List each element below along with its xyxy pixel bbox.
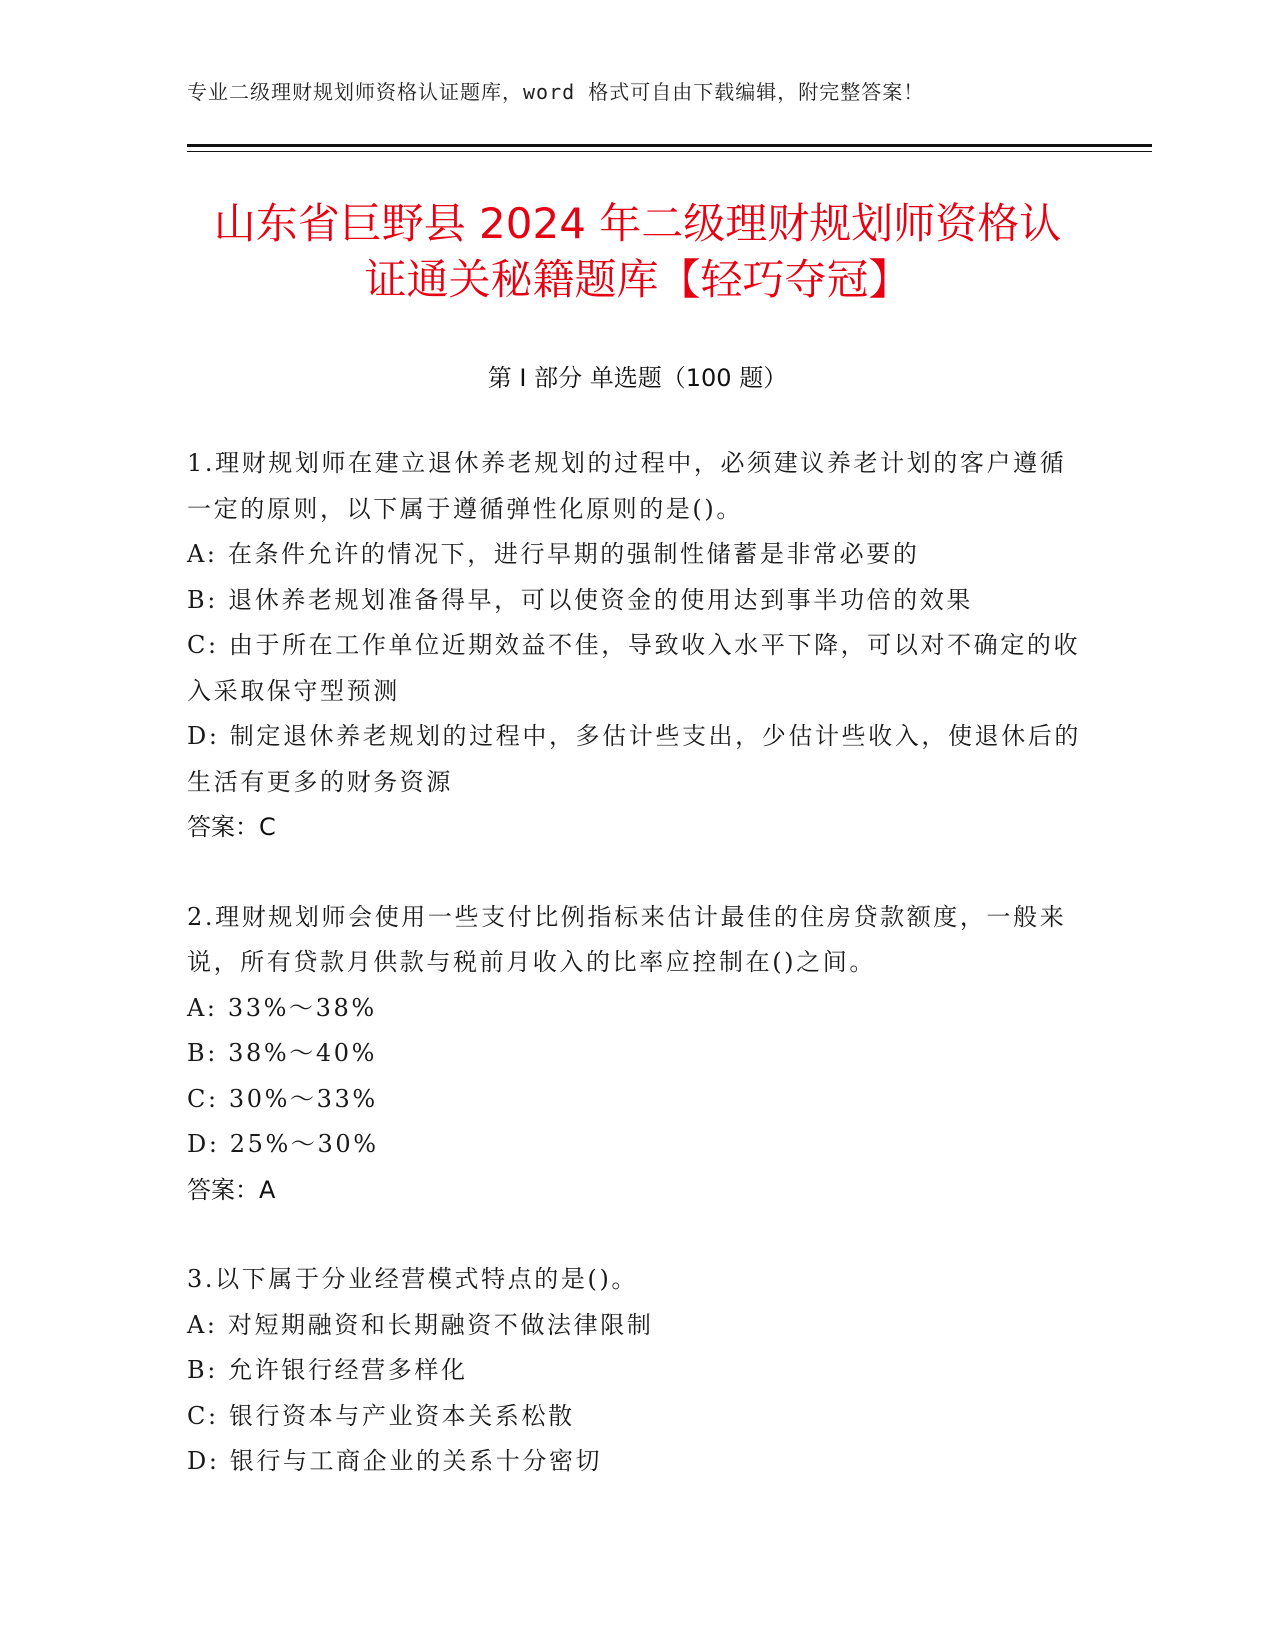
- section-heading: 第 I 部分 单选题（100 题）: [487, 364, 788, 392]
- option-a: A: 33%～38%: [187, 993, 377, 1022]
- option-a: A: 对短期融资和长期融资不做法律限制: [187, 1310, 654, 1339]
- header-rule-thin: [187, 151, 1152, 152]
- option-d: D: 银行与工商企业的关系十分密切: [187, 1447, 603, 1475]
- title-line-1: 山东省巨野县 2024 年二级理财规划师资格认: [213, 199, 1062, 248]
- question-1: [187, 441, 1087, 851]
- option-c: C: 30%～33%: [187, 1084, 378, 1113]
- option-d: D: 制定退休养老规划的过程中，多估计些支出，少估计些收入，使退休后的生活有更多的财务资源: [187, 722, 1081, 796]
- option-c: C: 银行资本与产业资本关系松散: [187, 1401, 575, 1430]
- option-d: D: 25%～30%: [187, 1130, 379, 1158]
- option-b: B: 38%～40%: [187, 1039, 378, 1067]
- option-c: C: 由于所在工作单位近期效益不佳，导致收入水平下降，可以对不确定的收入采取保守型预测: [187, 631, 1081, 705]
- question-list: [187, 441, 1087, 1529]
- question-stem: 1.理财规划师在建立退休养老规划的过程中，必须建议养老计划的客户遵循一定的原则，以下属于遵循弹性化原则的是()。: [187, 449, 1067, 523]
- title-line-2: 证通关秘籍题库【轻巧夺冠】: [364, 255, 911, 304]
- header-note: 专业二级理财规划师资格认证题库，word 格式可自由下载编辑，附完整答案！: [187, 80, 925, 104]
- option-a: A: 在条件允许的情况下，进行早期的强制性储蓄是非常必要的: [187, 540, 920, 568]
- option-b: B: 退休养老规划准备得早，可以使资金的使用达到事半功倍的效果: [187, 585, 973, 614]
- option-b: B: 允许银行经营多样化: [187, 1356, 468, 1384]
- question-stem: 2.理财规划师会使用一些支付比例指标来估计最佳的住房贷款额度，一般来说，所有贷款月供款与税前月收入的比率应控制在()之间。: [187, 902, 1067, 976]
- question-3: [187, 1257, 1087, 1485]
- question-2: [187, 895, 1087, 1214]
- answer: 答案：C: [187, 813, 276, 841]
- answer: 答案：A: [187, 1175, 276, 1204]
- document-title: [150, 196, 1125, 308]
- header-rule-thick: [187, 144, 1152, 147]
- question-stem: 3.以下属于分业经营模式特点的是()。: [187, 1265, 639, 1293]
